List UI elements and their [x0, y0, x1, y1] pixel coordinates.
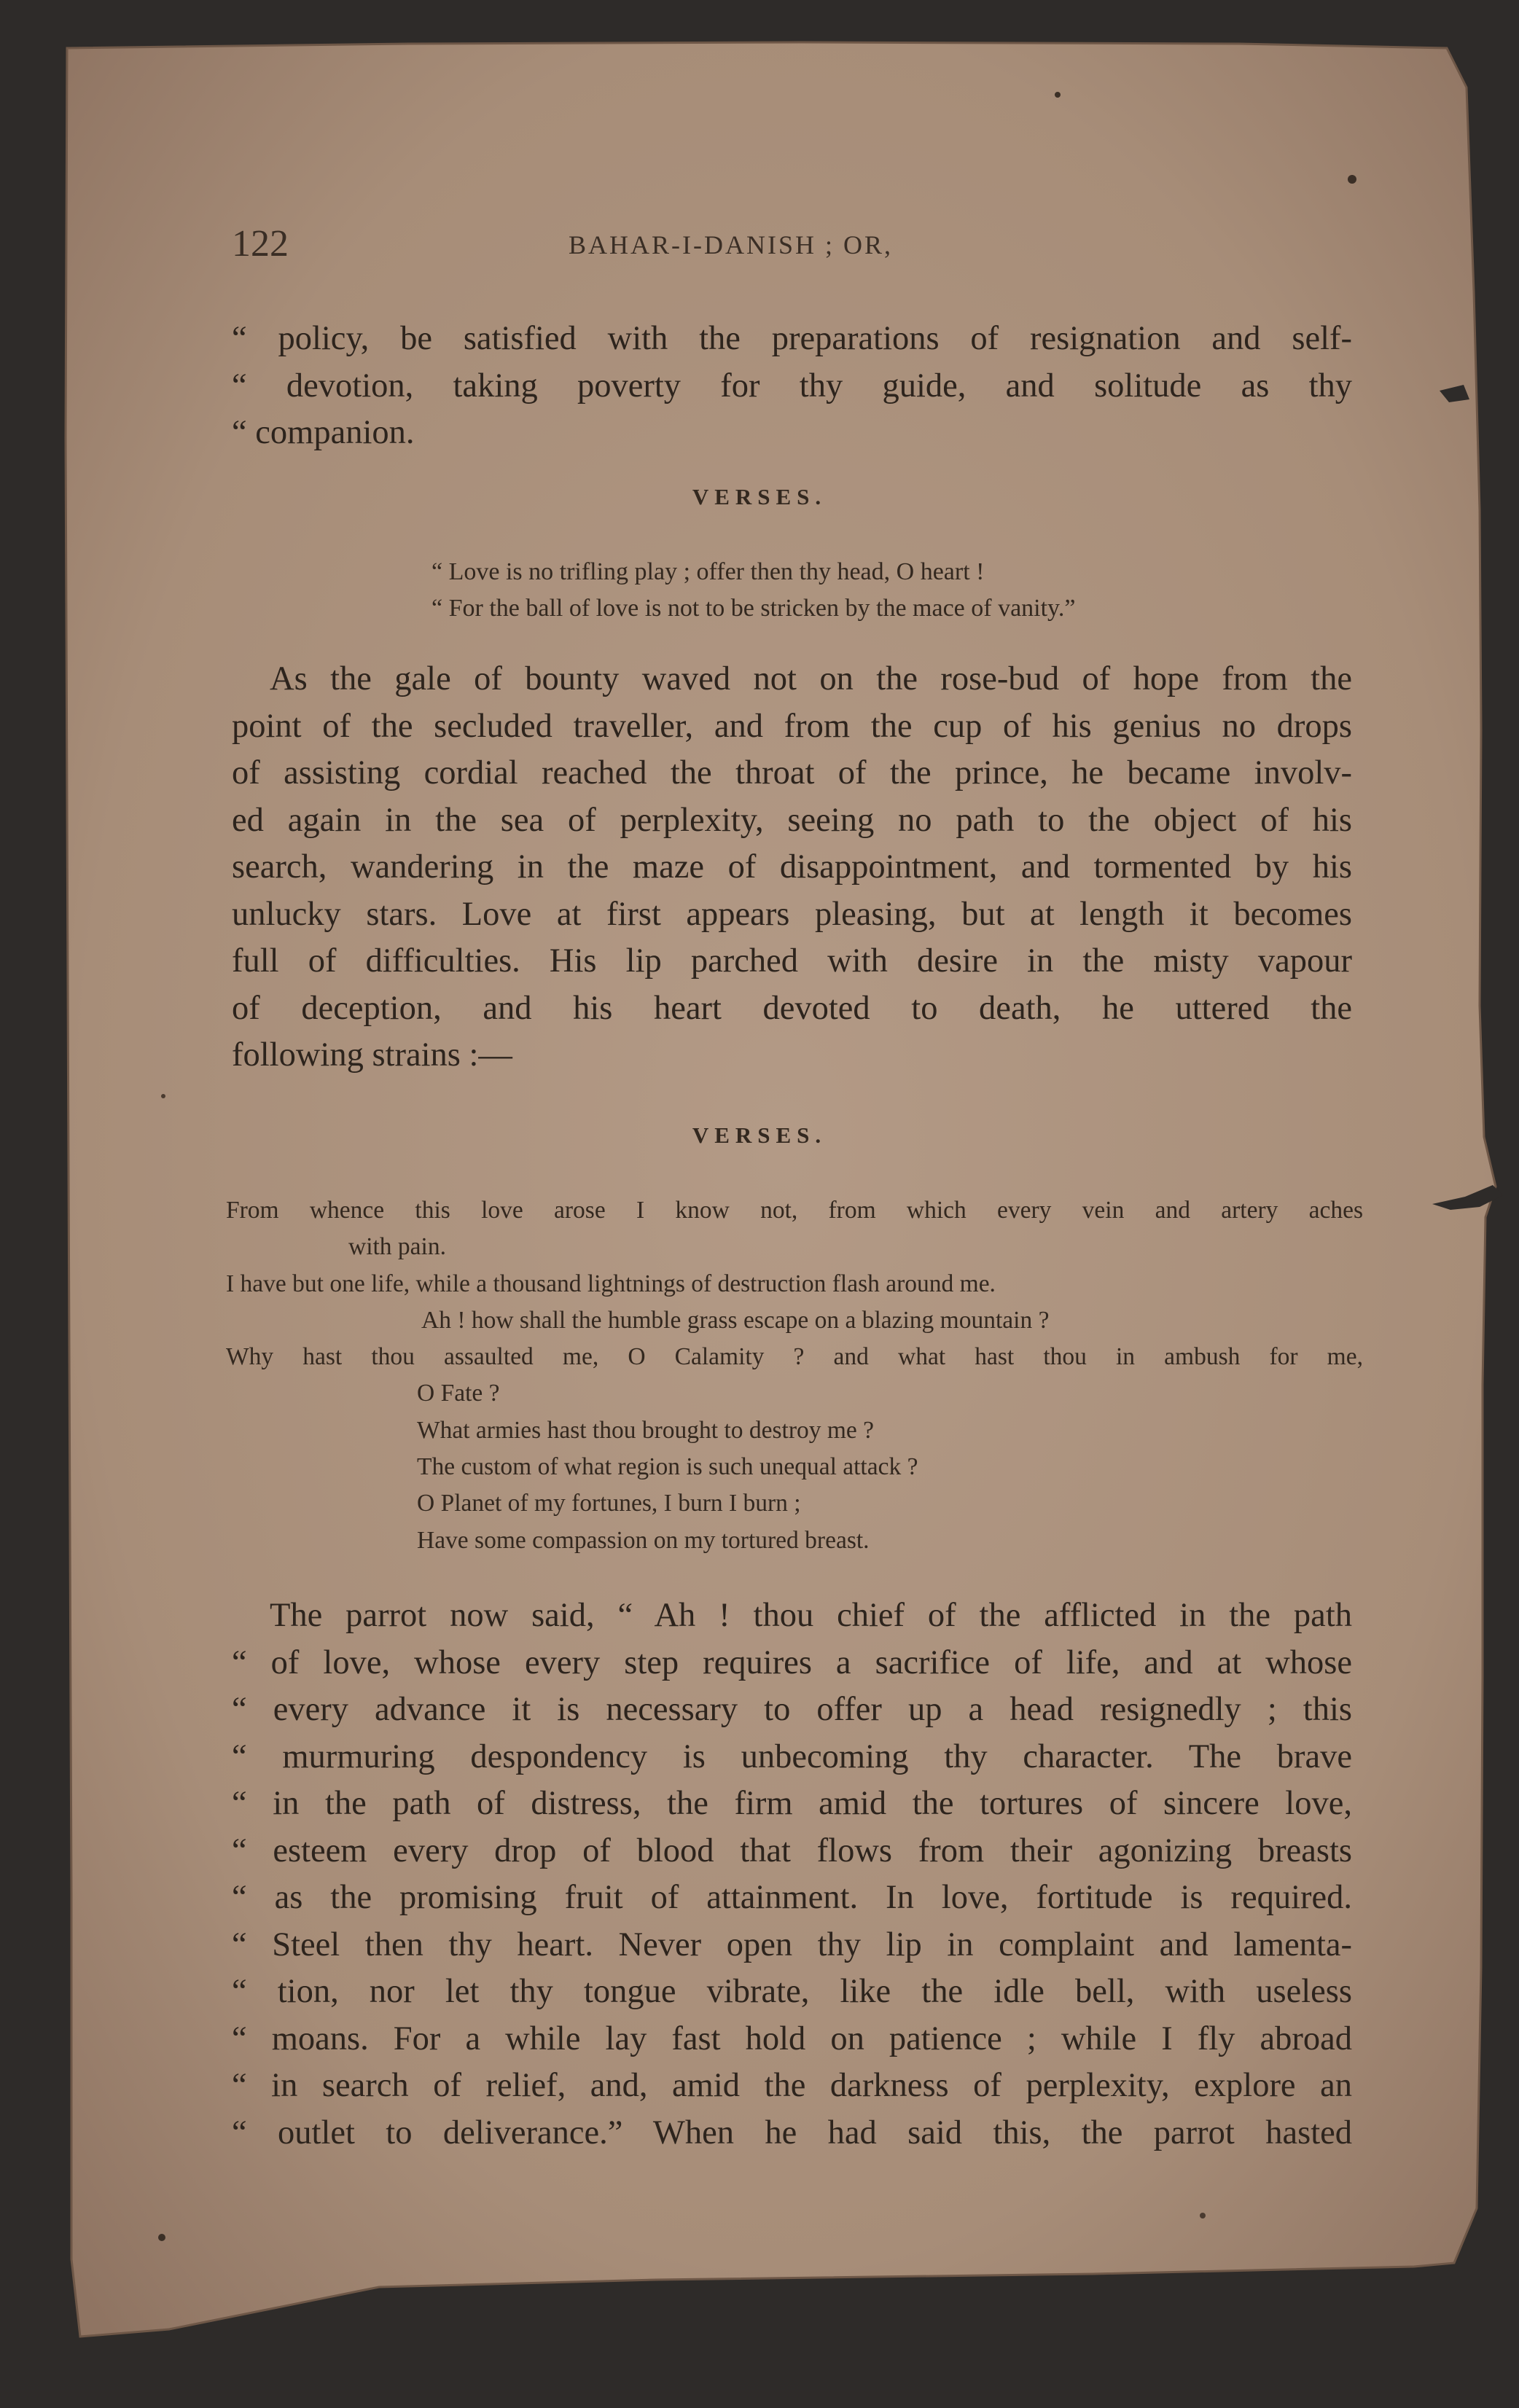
text-line: “ tion, nor let thy tongue vibrate, like the idle bell, with useless: [232, 1973, 1352, 2010]
text-line: following strains :—: [232, 1036, 512, 1074]
poem: [226, 1192, 1363, 1559]
verse-line: O Fate ?: [417, 1380, 500, 1407]
text-line: “ in the path of distress, the firm amid the tortures of sincere love,: [232, 1785, 1352, 1822]
text-line: search, wandering in the maze of disappointment, and tormented by his: [232, 848, 1352, 886]
verse-line: The custom of what region is such unequal attack ?: [417, 1453, 918, 1481]
paragraph-2: [232, 1592, 1352, 2157]
text-line: “ policy, be satisfied with the preparations of resignation and self-: [232, 320, 1352, 357]
verses-heading: VERSES.: [692, 484, 827, 509]
text-line: As the gale of bounty waved not on the rose-bud of hope from the: [270, 660, 1352, 697]
text-line: “ outlet to deliverance.” When he had said this, the parrot hasted: [232, 2114, 1352, 2151]
text-line: “ in search of relief, and, amid the darkness of perplexity, explore an: [232, 2067, 1352, 2104]
verse-line: O Planet of my fortunes, I burn I burn ;: [417, 1490, 801, 1517]
text-line: “ esteem every drop of blood that flows from their agonizing breasts: [232, 1832, 1352, 1869]
verse-line: What armies hast thou brought to destroy me ?: [417, 1416, 875, 1444]
text-line: “ every advance it is necessary to offer up a head resignedly ; this: [232, 1691, 1352, 1728]
text-line: full of difficulties. His lip parched with desire in the misty vapour: [232, 942, 1352, 980]
verse-line: I have but one life, while a thousand lightnings of destruction flash around me.: [226, 1270, 996, 1297]
verse-line: Have some compassion on my tortured breast.: [417, 1526, 870, 1554]
text-line: of deception, and his heart devoted to death, he uttered the: [232, 989, 1352, 1027]
text-line: The parrot now said, “ Ah ! thou chief of the afflicted in the path: [270, 1597, 1352, 1634]
couplet: [432, 554, 1357, 627]
verse-line: “ Love is no trifling play ; offer then thy head, O heart !: [432, 558, 985, 585]
verse-line: “ For the ball of love is not to be stricken by the mace of vanity.”: [432, 595, 1076, 622]
text-line: “ as the promising fruit of attainment. In love, fortitude is required.: [232, 1879, 1352, 1916]
opening-passage: [232, 316, 1352, 457]
text-line: “ devotion, taking poverty for thy guide, and solitude as thy: [232, 367, 1352, 404]
verse-line: Why hast thou assaulted me, O Calamity ? and what hast thou in ambush for me,: [226, 1343, 1363, 1371]
verse-line: with pain.: [348, 1233, 446, 1261]
paragraph-1: [232, 656, 1352, 1079]
text-line: “ companion.: [232, 414, 415, 451]
text-line: of assisting cordial reached the throat of the prince, he became involv-: [232, 754, 1352, 791]
text-line: “ murmuring despondency is unbecoming thy character. The brave: [232, 1737, 1352, 1775]
text-line: “ Steel then thy heart. Never open thy lip in complaint and lamenta-: [232, 1926, 1352, 1963]
page-number: 122: [232, 223, 289, 265]
text-line: point of the secluded traveller, and from the cup of his genius no drops: [232, 707, 1352, 745]
verse-line: From whence this love arose I know not, from which every vein and artery aches: [226, 1197, 1363, 1224]
text-line: “ moans. For a while lay fast hold on patience ; while I fly abroad: [232, 2020, 1352, 2057]
verses-heading: VERSES.: [692, 1122, 827, 1148]
text-line: ed again in the sea of perplexity, seeing no path to the object of his: [232, 801, 1352, 839]
running-title: BAHAR-I-DANISH ; OR,: [569, 230, 893, 259]
text-line: unlucky stars. Love at first appears pleasing, but at length it becomes: [232, 895, 1352, 933]
running-header: [232, 222, 1347, 273]
verse-line: Ah ! how shall the humble grass escape on a blazing mountain ?: [421, 1306, 1050, 1334]
text-line: “ of love, whose every step requires a sacrifice of life, and at whose: [232, 1643, 1352, 1681]
